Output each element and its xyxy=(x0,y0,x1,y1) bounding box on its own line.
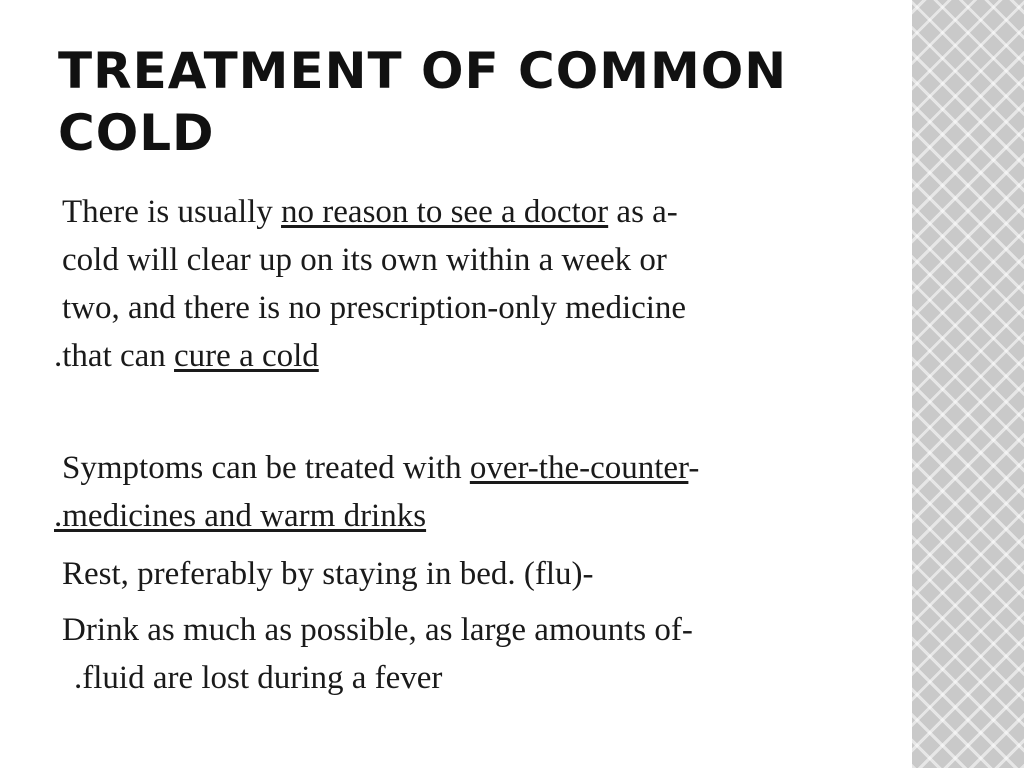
text-line: .that can cure a cold xyxy=(54,338,319,374)
paragraph-drink xyxy=(62,606,852,702)
text-line: There is usually no reason to see a doctor as a- xyxy=(62,194,678,230)
text-line: two, and there is no prescription-only medicine xyxy=(62,290,687,326)
text-line xyxy=(54,492,844,540)
text-line: .fluid are lost during a fever xyxy=(74,660,443,696)
text-line: Rest, preferably by staying in bed. (flu)- xyxy=(62,556,594,592)
underlined-phrase: over-the-counter xyxy=(469,450,689,486)
text-line: Drink as much as possible, as large amounts of- xyxy=(62,612,693,648)
slide-title: TREATMENT OF COMMON COLD xyxy=(58,42,788,162)
underlined-phrase: no reason to see a doctor xyxy=(281,194,609,230)
paragraph-symptoms xyxy=(54,444,852,540)
paragraph-no-doctor xyxy=(54,188,852,380)
text-line: cold will clear up on its own within a week or xyxy=(62,242,667,278)
paragraph-rest xyxy=(62,550,852,598)
decorative-pattern-panel xyxy=(912,0,1024,768)
underlined-phrase: cure a cold xyxy=(174,338,319,374)
text-line: Symptoms can be treated with over-the-counter- xyxy=(62,450,700,486)
underlined-phrase: .medicines and warm drinks xyxy=(54,498,427,534)
